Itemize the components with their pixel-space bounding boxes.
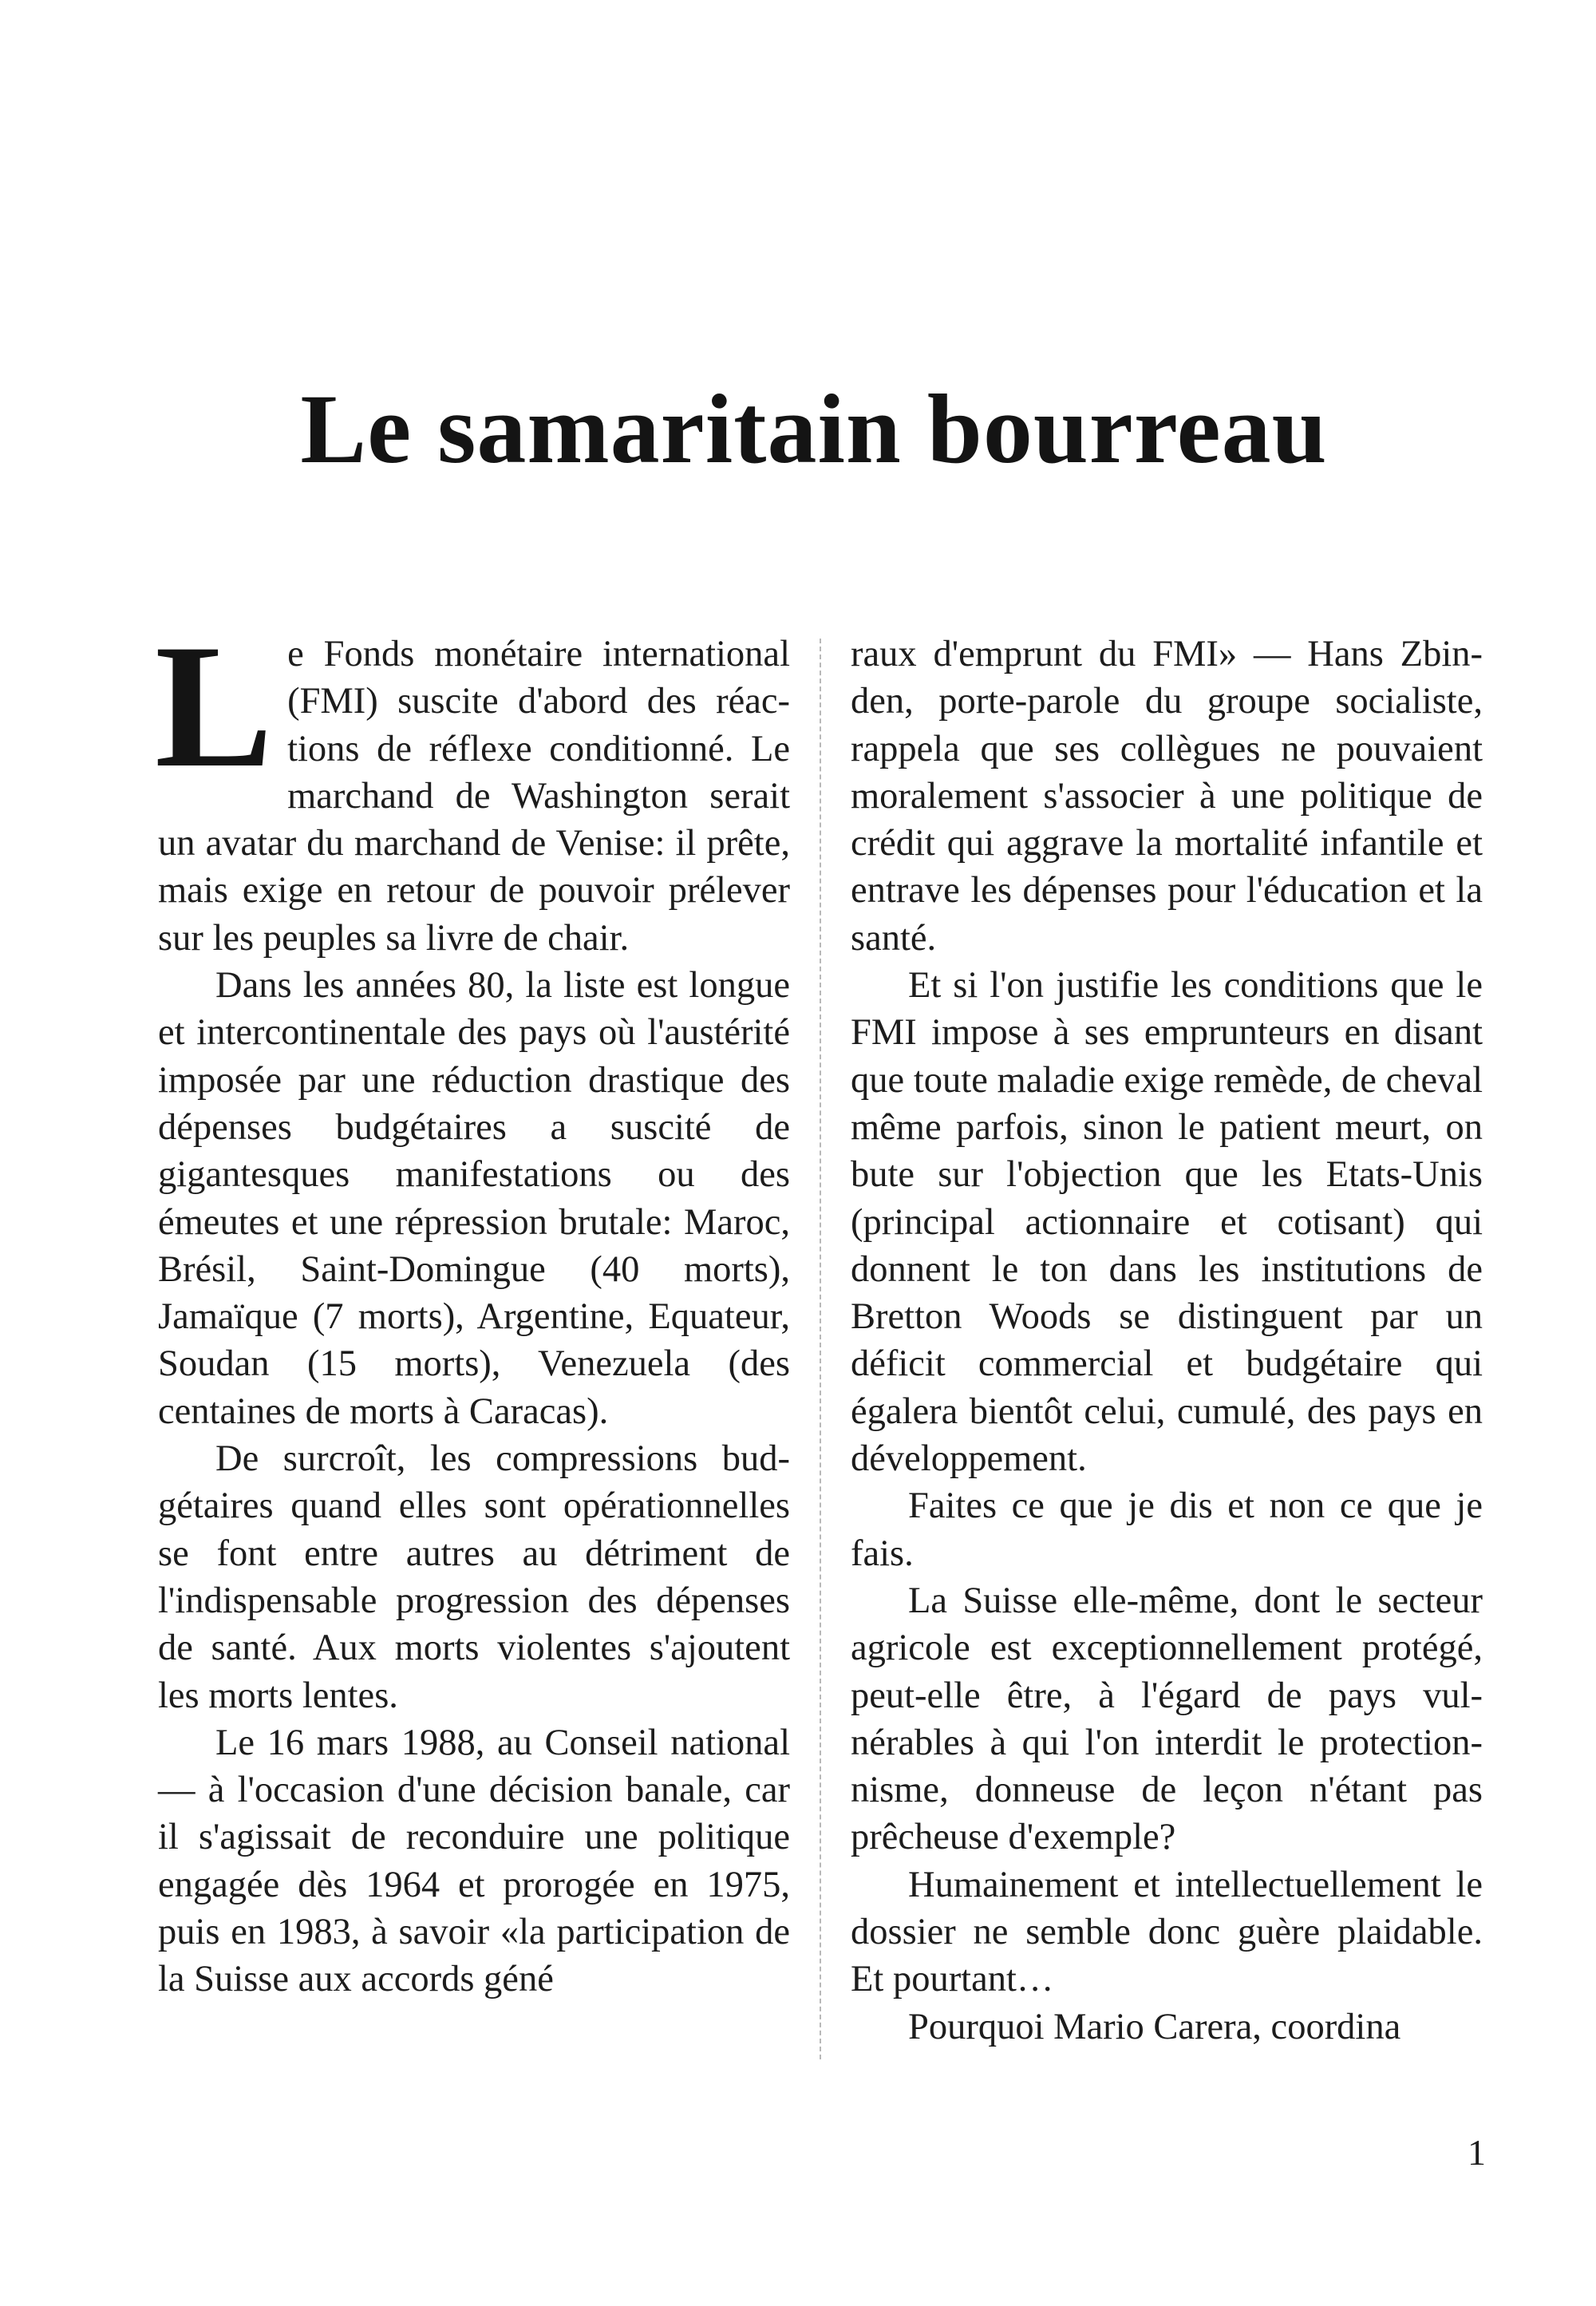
- right-column: [851, 631, 1483, 2051]
- article-title: Le samaritain bourreau: [300, 374, 1328, 484]
- paragraph: raux d'emprunt du FMI» — Hans Zbinden, porte-parole du groupe socialiste, rappela que ses collègues ne pouvaient moralement s'associer à une politique de crédit qui aggrave la mortalité infantile et entrave les dépenses pour l'éducation et la santé.: [851, 634, 1483, 959]
- paragraph: Pourquoi Mario Carera, coordina: [908, 2006, 1401, 2047]
- column-divider: [820, 639, 821, 2059]
- paragraph: La Suisse elle-même, dont le secteur agricole est exceptionnellement protégé, peut-elle être, à l'égard de pays vulnérables à qui l'on interdit le protectionnisme, donneuse de leçon n'étant pas prêcheuse d'exemple?: [851, 1580, 1483, 1858]
- paragraph: Dans les années 80, la liste est longue et intercontinentale des pays où l'austérité imposée par une réduction drastique des dépenses budgétaires a suscité de gigantesques manifestations ou des émeutes et une répression brutale: Maroc, Brésil, Saint-Domingue (40 morts), Jamaïque (7 morts), Argentine, Equateur, Soudan (15 morts), Venezuela (des centaines de morts à Caracas).: [158, 965, 790, 1432]
- page-number: 1: [1468, 2132, 1486, 2173]
- paragraph: De surcroît, les compressions budgétaires quand elles sont opérationnelles se font entre autres au détriment de l'indispensable progression des dépenses de santé. Aux morts violentes s'ajoutent les morts lentes.: [158, 1438, 790, 1716]
- paragraph: [155, 608, 790, 962]
- paragraph: Le 16 mars 1988, au Conseil national — à l'occasion d'une décision banale, car il s'agissait de reconduire une politique engagée dès 1964 et prorogée en 1975, puis en 1983, à savoir «la participation de la Suisse aux accords géné: [158, 1722, 790, 2000]
- drop-cap: L: [155, 608, 274, 805]
- paragraph-text: e Fonds monétaire international (FMI) suscite d'abord des réactions de réflexe conditionné. Le marchand de Washington serait un avatar du marchand de Venise: il prête, mais exige en retour de pouvoir prélever sur les peuples sa livre de chair.: [158, 634, 790, 959]
- paragraph: Faites ce que je dis et non ce que je fais.: [851, 1485, 1483, 1574]
- paragraph: Humainement et intellectuellement le dossier ne semble donc guère plaidable. Et pourtant…: [851, 1864, 1483, 2000]
- left-column: [155, 608, 790, 2003]
- paragraph: Et si l'on justifie les conditions que le FMI impose à ses emprunteurs en disant que toute maladie exige remède, de cheval même parfois, sinon le patient meurt, on bute sur l'objection que les Etats-Unis (principal actionnaire et cotisant) qui donnent le ton dans les institutions de Bretton Woods se distinguent par un déficit commercial et budgétaire qui égalera bientôt celui, cumulé, des pays en développement.: [851, 965, 1483, 1480]
